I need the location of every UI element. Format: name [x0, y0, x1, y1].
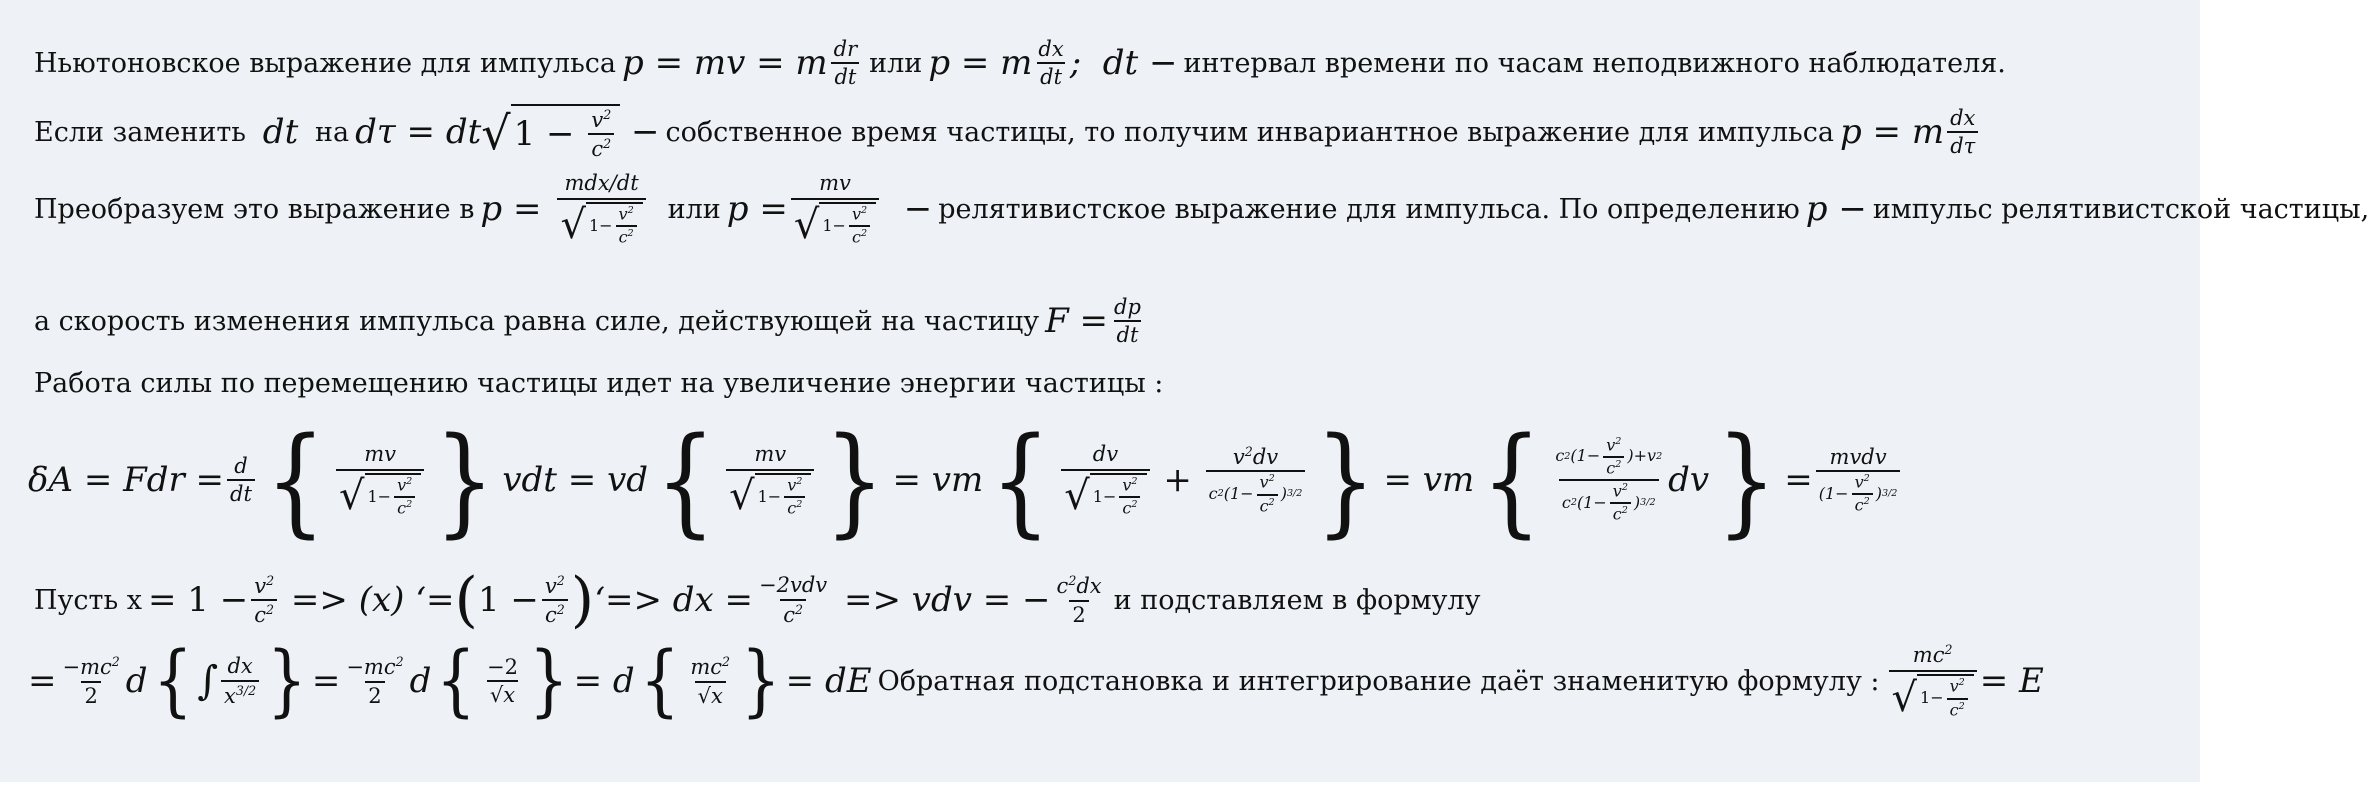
fraction: $\frac{v^2}{c^2}$ — [251, 574, 277, 626]
brace: { — [990, 411, 1051, 549]
formula: p = m — [928, 43, 1033, 84]
fraction: $v^2dv$ c 2 (1− $\frac{v^2}{c^2}$ ) 3/2 — [1206, 445, 1306, 514]
formula: p = mv = m — [622, 43, 828, 84]
fraction: $\frac{c^2dx}{2}$ — [1056, 573, 1102, 627]
paren: ( — [454, 565, 478, 635]
brace: } — [528, 636, 569, 726]
formula: = vm — [892, 460, 984, 500]
line-final-formula — [28, 636, 2044, 726]
formula: = 1 − — [148, 580, 249, 620]
fraction: $\frac{-mc^2}{2}$ — [62, 654, 120, 708]
text: интервал времени по часам неподвижного наблюдателя. — [1183, 47, 2006, 79]
fraction: $\frac{mc^2}{√x}$ — [690, 654, 731, 708]
brace: { — [655, 411, 716, 549]
line-relativistic-momentum — [28, 171, 2375, 249]
formula: 1 − — [477, 580, 539, 620]
formula: = vm — [1383, 460, 1475, 500]
text: релятивистское выражение для импульса. По определению — [938, 193, 1800, 225]
text: на — [315, 116, 350, 148]
formula: + — [1152, 460, 1203, 500]
formula: dt — [252, 112, 310, 153]
fraction: c 2 (1− $\frac{v^2}{c^2}$ )+v 2 c 2 (1− $\frac{v^2}{c^2}$ ) 3/2 — [1555, 435, 1663, 524]
fraction: $\frac{\text{−2vdv}}{c^2}$ — [759, 573, 828, 627]
fraction: $\frac{v^2}{c^2}$ — [542, 574, 568, 626]
text: Ньютоновское выражение для импульса — [34, 47, 616, 79]
sqrt: √ 1 − $\frac{v^2}{c^2}$ — [481, 104, 620, 160]
brace: } — [434, 411, 495, 549]
formula: = d — [573, 661, 635, 701]
formula: = — [28, 661, 57, 701]
brace: } — [824, 411, 885, 549]
brace: } — [267, 636, 307, 726]
brace: { — [436, 636, 477, 726]
text: Пусть x — [34, 584, 142, 616]
line-newton-momentum — [28, 38, 2012, 88]
fraction: mdx/dt √ 1− $\frac{v^2}{c^2}$ — [544, 172, 658, 246]
line-proper-time — [28, 104, 1981, 160]
formula: p − — [1805, 189, 1867, 230]
line-work-energy — [28, 368, 1169, 399]
text: Работа силы по перемещению частицы идет на увеличение энергии частицы : — [34, 368, 1164, 399]
brace: { — [265, 411, 326, 549]
formula: d — [409, 661, 432, 701]
formula: − — [882, 189, 933, 230]
formula: p = m — [1839, 112, 1945, 153]
text: а скорость изменения импульса равна силе, действующей на частицу — [34, 305, 1040, 337]
fraction: $mc^2$ √ 1− $\frac{v^2}{c^2}$ — [1889, 643, 1977, 718]
brace: { — [639, 636, 680, 726]
fraction: $\frac{dr}{dt}$ — [831, 38, 860, 88]
text: Если заменить — [34, 116, 246, 148]
fraction: $\frac{-mc^2}{2}$ — [346, 654, 404, 708]
brace: { — [152, 636, 193, 726]
formula: => (x) ‘= — [280, 580, 455, 620]
text: или — [667, 193, 721, 225]
text: или — [869, 47, 923, 79]
formula: p = — [480, 189, 542, 230]
text: импульс релятивистской частицы, — [1872, 193, 2370, 225]
brace: } — [1716, 411, 1777, 549]
brace: } — [740, 636, 781, 726]
formula: F = — [1045, 301, 1109, 342]
fraction: mvdv (1− $\frac{v^2}{c^2}$ ) 3/2 — [1816, 446, 1901, 514]
formula: = dE — [785, 661, 872, 701]
formula: = — [311, 661, 341, 701]
fraction: mv √ 1− $\frac{v^2}{c^2}$ — [726, 443, 814, 517]
fraction: mv √ 1− $\frac{v^2}{c^2}$ — [791, 172, 879, 246]
line-work-equation — [28, 410, 1903, 550]
text: Преобразуем это выражение в — [34, 193, 475, 225]
fraction: $\frac{dx}{d\tau}$ — [1947, 107, 1978, 157]
fraction: $\frac{-2}{√x}$ — [487, 654, 518, 707]
fraction: dv √ 1− $\frac{v^2}{c^2}$ — [1061, 443, 1149, 517]
formula: dτ = dt — [355, 112, 482, 153]
formula: = — [1784, 460, 1813, 500]
formula: − — [620, 112, 660, 153]
brace: { — [1481, 411, 1542, 549]
formula: ; dt − — [1069, 43, 1178, 84]
line-force — [28, 296, 1147, 346]
formula: δA = Fdr = — [28, 460, 225, 500]
formula: ‘=> dx = — [594, 580, 754, 620]
line-substitution — [28, 560, 1487, 640]
brace: } — [1315, 411, 1376, 549]
integral: ∫ — [197, 658, 219, 704]
text: и подставляем в формулу — [1113, 584, 1481, 616]
formula: = E — [1979, 661, 2044, 701]
fraction: $\frac{d}{dt}$ — [227, 455, 255, 505]
formula: => vdv = − — [833, 580, 1051, 620]
formula: dv — [1668, 460, 1710, 500]
paren: ) — [570, 565, 595, 635]
text: собственное время частицы, то получим инвариантное выражение для импульса — [665, 116, 1834, 148]
fraction: $\frac{dp}{dt}$ — [1114, 295, 1141, 348]
formula: p = — [726, 189, 788, 230]
text: Обратная подстановка и интегрирование даёт знаменитую формулу : — [877, 665, 1880, 697]
fraction: mv √ 1− $\frac{v^2}{c^2}$ — [336, 443, 424, 517]
fraction: $\frac{dx}{dt}$ — [1038, 37, 1064, 90]
fraction: $\frac{dx}{x^{3/2}}$ — [221, 655, 259, 706]
formula: vdt = vd — [502, 460, 649, 500]
formula: d — [125, 661, 148, 701]
